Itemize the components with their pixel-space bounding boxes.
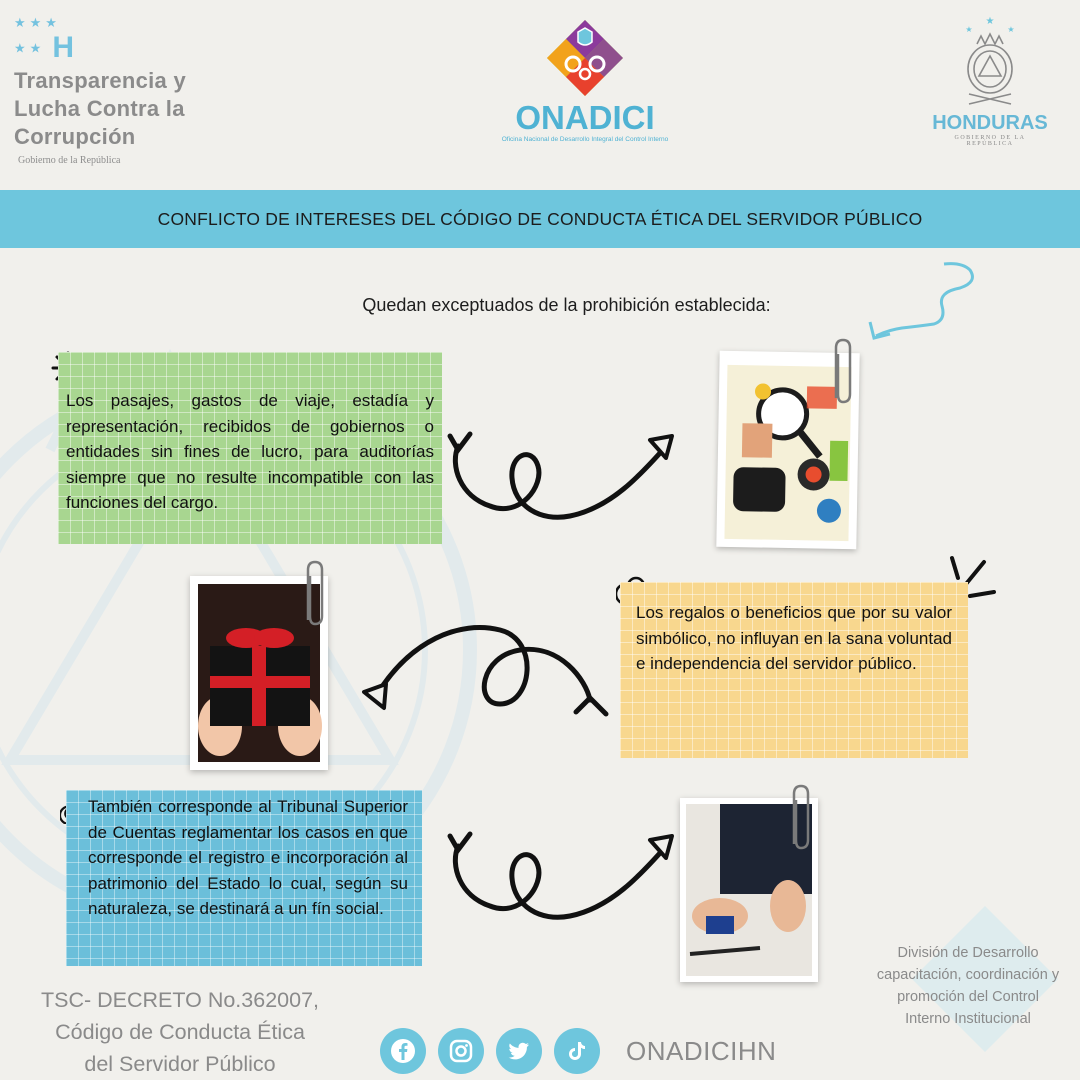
exception-card-registry xyxy=(66,790,422,966)
division-line: capacitación, coordinación y xyxy=(876,967,1060,983)
social-bar xyxy=(380,1028,776,1074)
paperclip-icon xyxy=(786,784,816,854)
division-credit xyxy=(856,942,1080,1030)
division-line: División de Desarrollo xyxy=(897,945,1039,961)
loop-arrow-icon xyxy=(440,426,680,526)
logo-title-line: Lucha Contra la xyxy=(14,96,185,121)
intro-text: Quedan exceptuados de la prohibición establecida: xyxy=(362,295,771,315)
svg-text:★: ★ xyxy=(985,16,995,27)
honduras-coat-of-arms-icon xyxy=(955,14,1025,106)
twitter-icon[interactable] xyxy=(496,1028,542,1074)
honduras-name: HONDURAS xyxy=(932,112,1048,134)
exception-card-travel xyxy=(58,352,442,544)
honduras-subtitle: GOBIERNO DE LA REPÚBLICA xyxy=(954,135,1026,147)
stars-icon: ★★★ ★★ xyxy=(14,16,61,57)
division-line: promoción del Control xyxy=(897,989,1039,1005)
svg-text:★: ★ xyxy=(965,25,973,34)
tiktok-icon[interactable] xyxy=(554,1028,600,1074)
exception-text: Los pasajes, gastos de viaje, estadía y representación, recibidos de gobiernos o entidades sin fines de lucro, para auditorías siempre que no resulte incompatible con las funciones del cargo. xyxy=(66,391,434,512)
exception-text: También corresponde al Tribunal Superior de Cuentas reglamentar los casos en que corresponde el registro e incorporación al patrimonio del Estado lo cual, según su naturaleza, se destinará a un fín social. xyxy=(88,797,408,918)
onadici-subtitle: Oficina Nacional de Desarrollo Integral del Control Interno xyxy=(501,136,669,143)
transparency-logo-subtitle: Gobierno de la República xyxy=(18,155,121,166)
onadici-logo xyxy=(490,18,680,143)
honduras-logo xyxy=(930,14,1050,147)
h-letter-icon: H xyxy=(52,31,75,64)
logo-title-line: Corrupción xyxy=(14,124,136,149)
facebook-icon[interactable] xyxy=(380,1028,426,1074)
title-banner xyxy=(0,190,1080,248)
page-title: CONFLICTO DE INTERESES DEL CÓDIGO DE CONDUCTA ÉTICA DEL SERVIDOR PÚBLICO xyxy=(157,208,923,229)
paperclip-icon xyxy=(828,338,858,408)
svg-text:★: ★ xyxy=(1007,25,1015,34)
reference-line: Código de Conducta Ética xyxy=(55,1020,305,1044)
instagram-icon[interactable] xyxy=(438,1028,484,1074)
reference-line: TSC- DECRETO No.362007, xyxy=(40,988,319,1012)
paperclip-icon xyxy=(300,560,330,630)
onadici-name: ONADICI xyxy=(515,99,655,136)
division-line: Interno Institucional xyxy=(905,1011,1031,1027)
logo-title-line: Transparencia y xyxy=(14,68,187,93)
transparency-logo xyxy=(14,12,234,166)
decree-reference xyxy=(20,984,340,1080)
social-handle[interactable]: ONADICIHN xyxy=(626,1035,777,1066)
squiggle-arrow-icon xyxy=(860,258,980,348)
exception-text: Los regalos o beneficios que por su valor simbólico, no influyan en la sana voluntad e independencia del servidor público. xyxy=(636,603,952,673)
onadici-emblem-icon xyxy=(545,18,625,96)
exception-card-gifts xyxy=(620,582,968,758)
transparency-logo-title xyxy=(14,67,234,151)
reference-line: del Servidor Público xyxy=(84,1052,276,1076)
loop-arrow-icon xyxy=(440,826,680,926)
loop-arrow-icon xyxy=(350,600,620,730)
